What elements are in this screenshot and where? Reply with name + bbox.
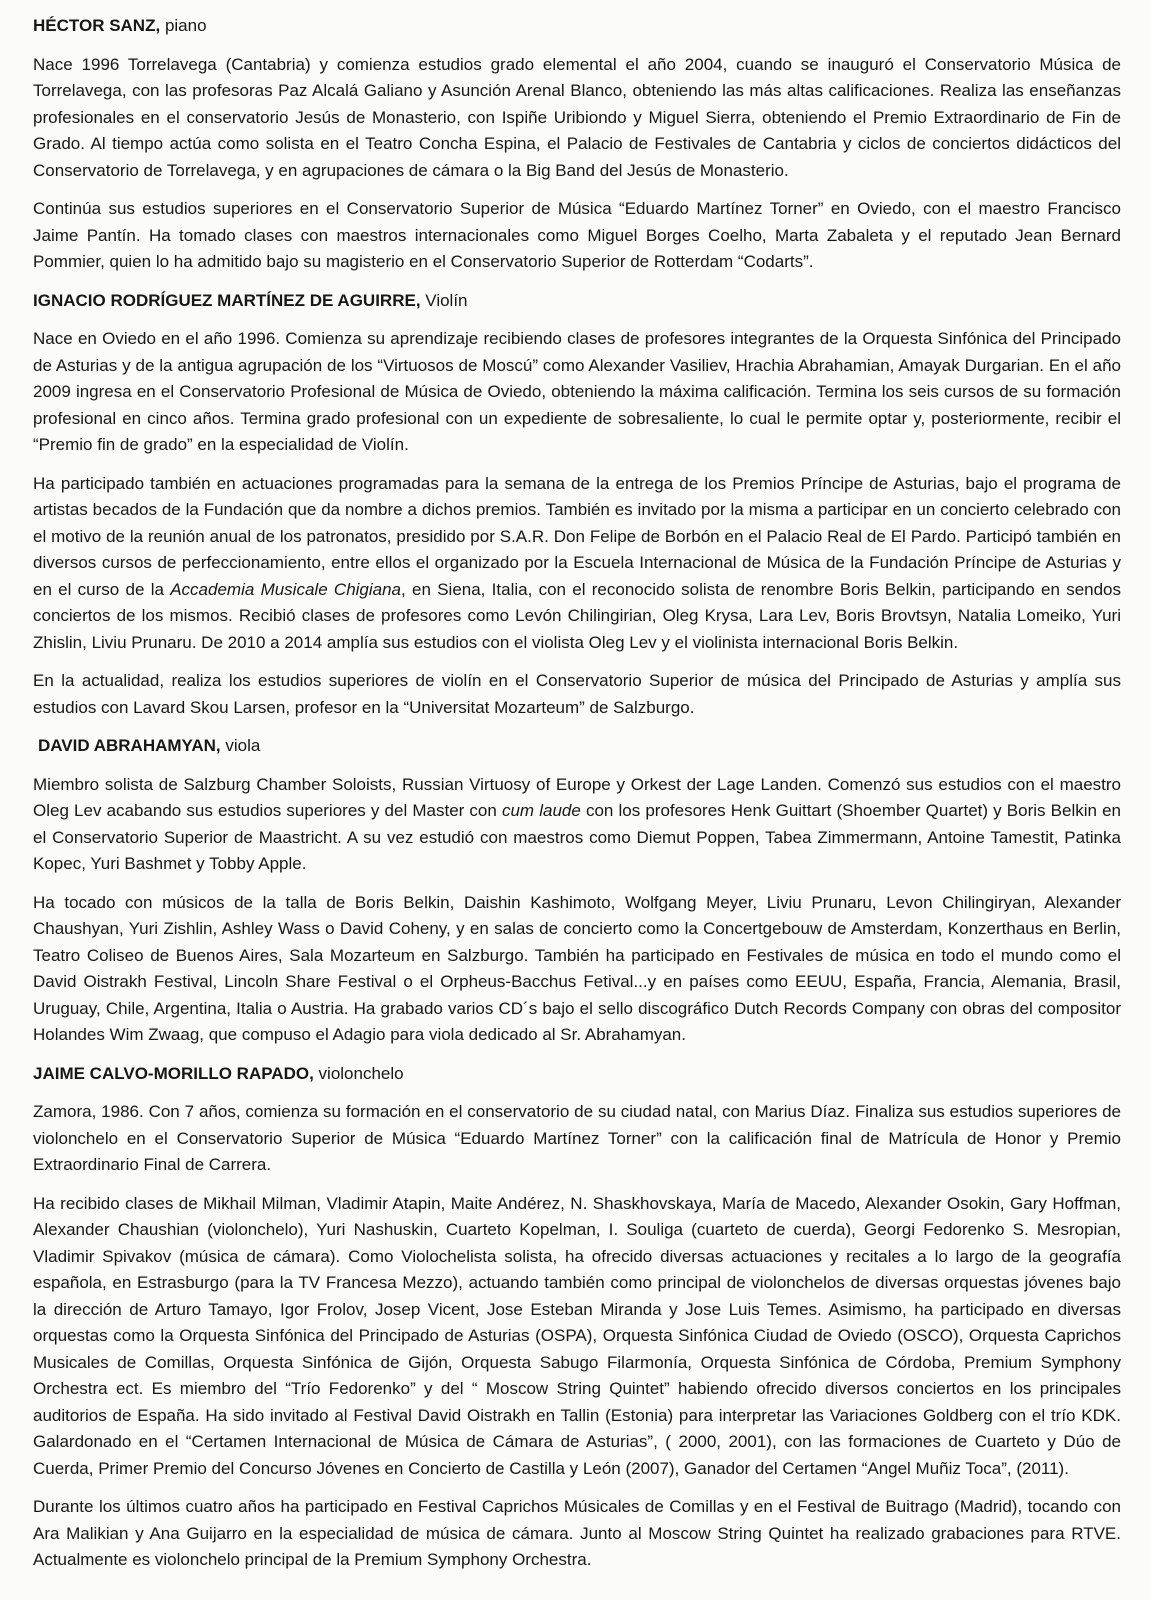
bio-section-jaime-calvo-morillo bbox=[33, 1061, 1121, 1574]
text-run: Nace en Oviedo en el año 1996. Comienza su aprendizaje recibiendo clases de profesores integrantes de la Orquesta Sinfónica del Principado de Asturias y de la antigua agrupación de los “Virtuosos de Moscú” como Alexander Vasiliev, Hrachia Abrahamian, Amayak Durgarian. En el año 2009 ingresa en el Conservatorio Profesional de Música de Oviedo, obteniendo la máxima calificación. Termina los seis cursos de su formación profesional en cinco años. Termina grado profesional con un expediente de sobresaliente, lo cual le permite optar y, posteriormente, recibir el “Premio fin de grado” en la especialidad de Violín. bbox=[33, 329, 1121, 454]
text-run: Nace 1996 Torrelavega (Cantabria) y comienza estudios grado elemental el año 2004, cuando se inauguró el Conservatorio Música de Torrelavega, con las profesoras Paz Alcalá Galiano y Asunción Arenal Blanco, obteniendo las más altas calificaciones. Realiza las enseñanzas profesionales en el conservatorio Jesús de Monasterio, con Ispiñe Uribiondo y Miguel Sierra, obteniendo el Premio Extraordinario de Fin de Grado. Al tiempo actúa como solista en el Teatro Concha Espina, el Palacio de Festivales de Cantabria y ciclos de conciertos didácticos del Conservatorio de Torrelavega, y en agrupaciones de cámara o la Big Band del Jesús de Monasterio. bbox=[33, 54, 1121, 180]
bio-paragraph bbox=[33, 772, 1121, 878]
bio-paragraph bbox=[33, 890, 1121, 1049]
text-run: Miembro solista de Salzburg Chamber Soloists, Russian Virtuosy of Europe y Orkest der Lage Landen. Comenzó sus estudios con el maestro Oleg Lev acabando sus estudios superiores y del Master con bbox=[33, 774, 1121, 820]
musician-name: IGNACIO RODRÍGUEZ MARTÍNEZ DE AGUIRRE, bbox=[33, 290, 421, 310]
musician-name: JAIME CALVO-MORILLO RAPADO, bbox=[33, 1063, 314, 1083]
text-run-italic: Accademia Musicale Chigiana bbox=[170, 579, 402, 599]
text-run: Continúa sus estudios superiores en el Conservatorio Superior de Música “Eduardo Martínez Torner” en Oviedo, con el maestro Francisco Jaime Pantín. Ha tomado clases con maestros internacionales como Miguel Borges Coelho, Marta Zabaleta y el reputado Jean Bernard Pommier, quien lo ha admitido bajo su magisterio en el Conservatorio Superior de Rotterdam “Codarts”. bbox=[33, 199, 1121, 271]
musician-instrument: Violín bbox=[425, 290, 468, 310]
bio-paragraph bbox=[33, 1191, 1121, 1483]
musician-name: DAVID ABRAHAMYAN, bbox=[38, 736, 221, 755]
text-run: con los profesores Henk Guittart (Shoember Quartet) y Boris Belkin en el Conservatorio Superior de Maastricht. A su vez estudió con maestros como Diemut Poppen, Tabea Zimmermann, Antoine Tamestit, Patinka Kopec, Yuri Bashmet y Tobby Apple. bbox=[33, 801, 1121, 873]
musician-name: HÉCTOR SANZ, bbox=[33, 16, 161, 35]
bio-paragraph bbox=[33, 52, 1121, 185]
musician-heading bbox=[33, 1061, 1121, 1088]
musician-instrument: violonchelo bbox=[318, 1063, 404, 1083]
text-run: Ha recibido clases de Mikhail Milman, Vladimir Atapin, Maite Andérez, N. Shaskhovskaya, María de Macedo, Alexander Osokin, Gary Hoffman, Alexander Chaushian (violonchelo), Yuri Nashuskin, Cuarteto Kopelman, I. Souliga (cuarteto de cuerda), Georgi Fedorenko S. Mesropian, Vladimir Spivakov (música de cámara). Como Violochelista solista, ha ofrecido diversas actuaciones y recitales a lo largo de la geografía española, en Estrasburgo (para la TV Francesa Mezzo), actuando también como principal de violonchelos de diversas orquestas jóvenes bajo la dirección de Arturo Tamayo, Igor Frolov, Josep Vicent, Jose Esteban Miranda y Jose Luis Temes. Asimismo, ha participado en diversas orquestas como la Orquesta Sinfónica del Principado de Asturias (OSPA), Orquesta Sinfónica Ciudad de Oviedo (OSCO), Orquesta Caprichos Musicales de Comillas, Orquesta Sinfónica de Gijón, Orquesta Sabugo Filarmonía, Orquesta Sinfónica de Córdoba, Premium Symphony Orchestra ect. Es miembro del “Trío Fedorenko” y del “ Moscow String Quintet” habiendo ofrecido diversos conciertos en los principales auditorios de España. Ha sido invitado al Festival David Oistrakh en Tallin (Estonia) para interpretar las Variaciones Goldberg con el trío KDK. Galardonado en el “Certamen Internacional de Música de Cámara de Asturias”, ( 2000, 2001), con las formaciones de Cuarteto y Dúo de Cuerda, Primer Premio del Concurso Jóvenes en Concierto de Castilla y León (2007), Ganador del Certamen “Angel Muñiz Toca”, (2011). bbox=[33, 1193, 1121, 1478]
bio-paragraph bbox=[33, 196, 1121, 276]
bio-paragraph bbox=[33, 1099, 1121, 1179]
text-run: Durante los últimos cuatro años ha participado en Festival Caprichos Músicales de Comillas y en el Festival de Buitrago (Madrid), tocando con Ara Malikian y Ana Guijarro en la especialidad de música de cámara. Junto al Moscow String Quintet ha realizado grabaciones para RTVE. Actualmente es violonchelo principal de la Premium Symphony Orchestra. bbox=[33, 1497, 1121, 1569]
musician-instrument: piano bbox=[164, 16, 207, 35]
bio-section-david-abrahamyan bbox=[33, 733, 1121, 1049]
text-run: Ha participado también en actuaciones programadas para la semana de la entrega de los Premios Príncipe de Asturias, bajo el programa de artistas becados de la Fundación que da nombre a dichos premios. También es invitado por la misma a participar en un concierto celebrado con el motivo de la reunión anual de los patronatos, presidido por S.A.R. Don Felipe de Borbón en el Palacio Real de El Pardo. Participó también en diversos cursos de perfeccionamiento, entre ellos el organizado por la Escuela Internacional de Música de la Fundación Príncipe de Asturias y en el curso de la bbox=[33, 473, 1121, 599]
musician-heading bbox=[33, 288, 1121, 315]
text-run-italic: cum laude bbox=[501, 801, 581, 820]
bio-paragraph bbox=[33, 668, 1121, 721]
text-run: Zamora, 1986. Con 7 años, comienza su formación en el conservatorio de su ciudad natal, con Marius Díaz. Finaliza sus estudios superiores de violonchelo en el Conservatorio Superior de Música “Eduardo Martínez Torner” con la calificación final de Matrícula de Honor y Premio Extraordinario Final de Carrera. bbox=[33, 1102, 1121, 1174]
bio-paragraph bbox=[33, 326, 1121, 459]
bio-paragraph bbox=[33, 471, 1121, 657]
musician-heading bbox=[33, 733, 1121, 760]
musician-heading bbox=[33, 13, 1121, 40]
bio-section-ignacio-rodriguez bbox=[33, 288, 1121, 722]
text-run: Ha tocado con músicos de la talla de Boris Belkin, Daishin Kashimoto, Wolfgang Meyer, Liviu Prunaru, Levon Chilingiryan, Alexander Chaushyan, Yuri Zishlin, Ashley Wass o David Coheny, y en salas de concierto como la Concertgebouw de Amsterdam, Konzerthaus en Berlin, Teatro Coliseo de Buenos Aires, Sala Mozarteum en Salzburgo. También ha participado en Festivales de música en todo el mundo como el David Oistrakh Festival, Lincoln Share Festival o el Orpheus-Bacchus Fetival...y en países como EEUU, España, Francia, Alemania, Brasil, Uruguay, Chile, Argentina, Italia o Austria. Ha grabado varios CD´s bajo el sello discográfico Dutch Records Company con obras del compositor Holandes Wim Zwaag, que compuso el Adagio para viola dedicado al Sr. Abrahamyan. bbox=[33, 892, 1121, 1044]
text-run: En la actualidad, realiza los estudios superiores de violín en el Conservatorio Superior de música del Principado de Asturias y amplía sus estudios con Lavard Skou Larsen, profesor en la “Universitat Mozarteum” de Salzburgo. bbox=[33, 671, 1121, 717]
bio-section-hector-sanz bbox=[33, 13, 1121, 276]
text-run: , en Siena, Italia, con el reconocido solista de renombre Boris Belkin, participando en sendos conciertos de los mismos. Recibió clases de profesores como Levón Chilingirian, Oleg Krysa, Lara Lev, Boris Brovtsyn, Natalia Lomeiko, Yuri Zhislin, Liviu Prunaru. De 2010 a 2014 amplía sus estudios con el violista Oleg Lev y el violinista internacional Boris Belkin. bbox=[33, 579, 1122, 652]
bio-paragraph bbox=[33, 1494, 1121, 1574]
musician-instrument: viola bbox=[225, 736, 261, 755]
